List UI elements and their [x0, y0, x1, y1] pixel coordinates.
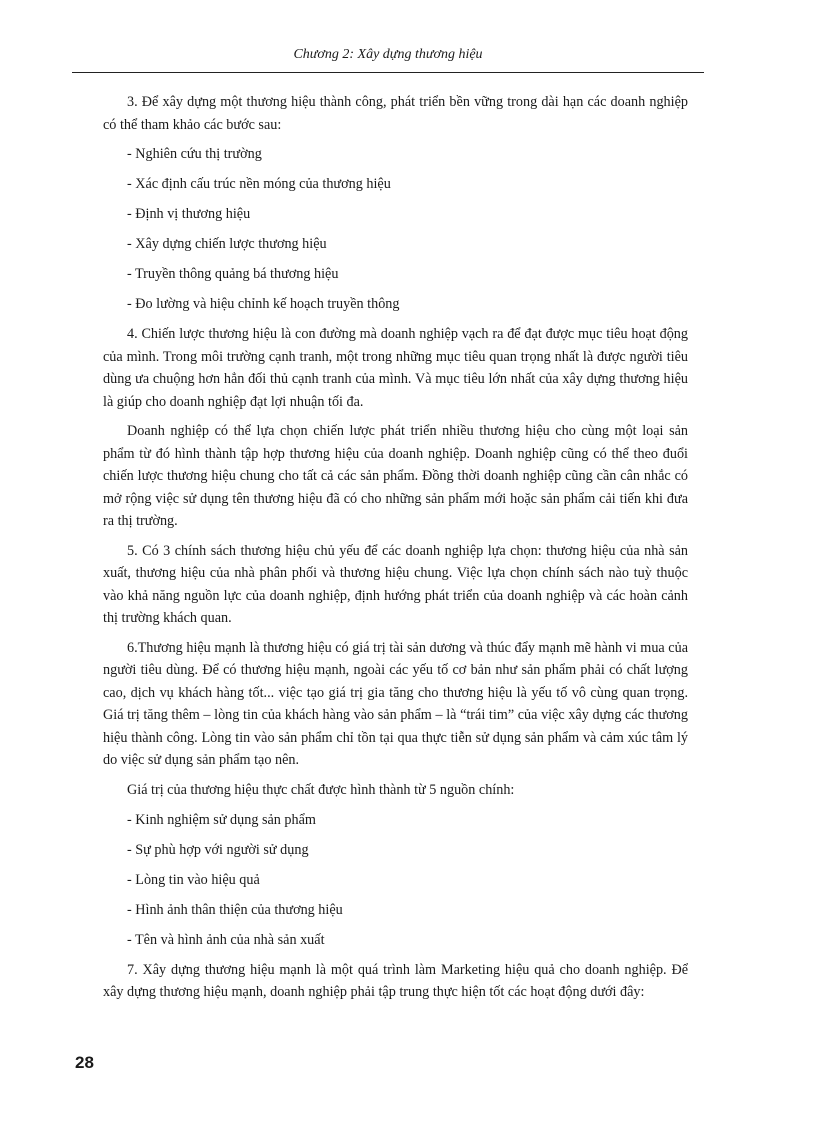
- paragraph-7: 7. Xây dựng thương hiệu mạnh là một quá trình làm Marketing hiệu quả cho doanh nghiệp. Để xây dựng thương hiệu mạnh, doanh nghiệp phải tập trung thực hiện tốt các hoạt động dưới đây:: [103, 961, 688, 1000]
- list-item: - Kinh nghiệm sử dụng sản phẩm: [127, 811, 316, 828]
- paragraph-3: 3. Để xây dựng một thương hiệu thành công, phát triển bền vững trong dài hạn các doanh nghiệp có thể tham khảo các bước sau:: [103, 94, 688, 133]
- list-item: - Tên và hình ảnh của nhà sản xuất: [127, 931, 325, 948]
- page-body: [103, 91, 688, 1011]
- list-item: - Xây dựng chiến lược thương hiệu: [127, 236, 327, 252]
- list-item: - Lòng tin vào hiệu quả: [127, 871, 260, 888]
- list-item: - Hình ảnh thân thiện của thương hiệu: [127, 901, 343, 918]
- paragraph-4-continued: Doanh nghiệp có thể lựa chọn chiến lược phát triển nhiều thương hiệu cho cùng một loại sản phẩm từ đó hình thành tập hợp thương hiệu của doanh nghiệp. Doanh nghiệp cũng có thể theo đuổi chiến lược thương hiệu chung cho tất cả các sản phẩm. Đồng thời doanh nghiệp cũng cần cân nhắc có mở rộng việc sử dụng tên thương hiệu đã có cho những sản phẩm mới hoặc sản phẩm cải tiến khi đưa ra thị trường.: [103, 423, 688, 529]
- header-rule: [72, 72, 704, 73]
- list-item: - Xác định cấu trúc nền móng của thương hiệu: [127, 176, 391, 192]
- page-number: 28: [75, 1053, 94, 1072]
- paragraph-5: 5. Có 3 chính sách thương hiệu chủ yếu để các doanh nghiệp lựa chọn: thương hiệu của nhà sản xuất, thương hiệu của nhà phân phối và thương hiệu chung. Việc lựa chọn chính sách nào tuỳ thuộc vào khả năng nguồn lực của doanh nghiệp, định hướng phát triển của doanh nghiệp và các hoàn cảnh thị trường khách quan.: [103, 542, 688, 626]
- list-item: - Sự phù hợp với người sử dụng: [127, 841, 309, 858]
- list-item: - Truyền thông quảng bá thương hiệu: [127, 266, 339, 282]
- list-item: - Đo lường và hiệu chỉnh kế hoạch truyền thông: [127, 296, 400, 312]
- list-item: - Định vị thương hiệu: [127, 206, 251, 222]
- paragraph-4: 4. Chiến lược thương hiệu là con đường mà doanh nghiệp vạch ra để đạt được mục tiêu hoạt động của mình. Trong môi trường cạnh tranh, một trong những mục tiêu quan trọng nhất là được người tiêu dùng ưa chuộng hơn hẳn đối thủ cạnh tranh của mình. Và mục tiêu lớn nhất của xây dựng thương hiệu là giúp cho doanh nghiệp đạt lợi nhuận tối đa.: [103, 326, 688, 410]
- list-item: - Nghiên cứu thị trường: [127, 146, 262, 162]
- running-header: Chương 2: Xây dựng thương hiệu: [293, 47, 483, 62]
- paragraph-6: 6.Thương hiệu mạnh là thương hiệu có giá trị tài sản dương và thúc đẩy mạnh mẽ hành vi mua của người tiêu dùng. Để có thương hiệu mạnh, ngoài các yếu tố cơ bản như sản phẩm phải có chất lượng cao, dịch vụ khách hàng tốt... việc tạo giá trị gia tăng cho thương hiệu là yếu tố vô cùng quan trọng. Giá trị tăng thêm – lòng tin của khách hàng vào sản phẩm – là “trái tim” của việc xây dựng các thương hiệu thành công. Lòng tin vào sản phẩm chỉ tồn tại qua thực tiễn sử dụng sản phẩm và cảm xúc tâm lý do việc sử dụng sản phẩm tạo nên.: [103, 639, 688, 768]
- paragraph-6-intro: Giá trị của thương hiệu thực chất được hình thành từ 5 nguồn chính:: [127, 781, 515, 798]
